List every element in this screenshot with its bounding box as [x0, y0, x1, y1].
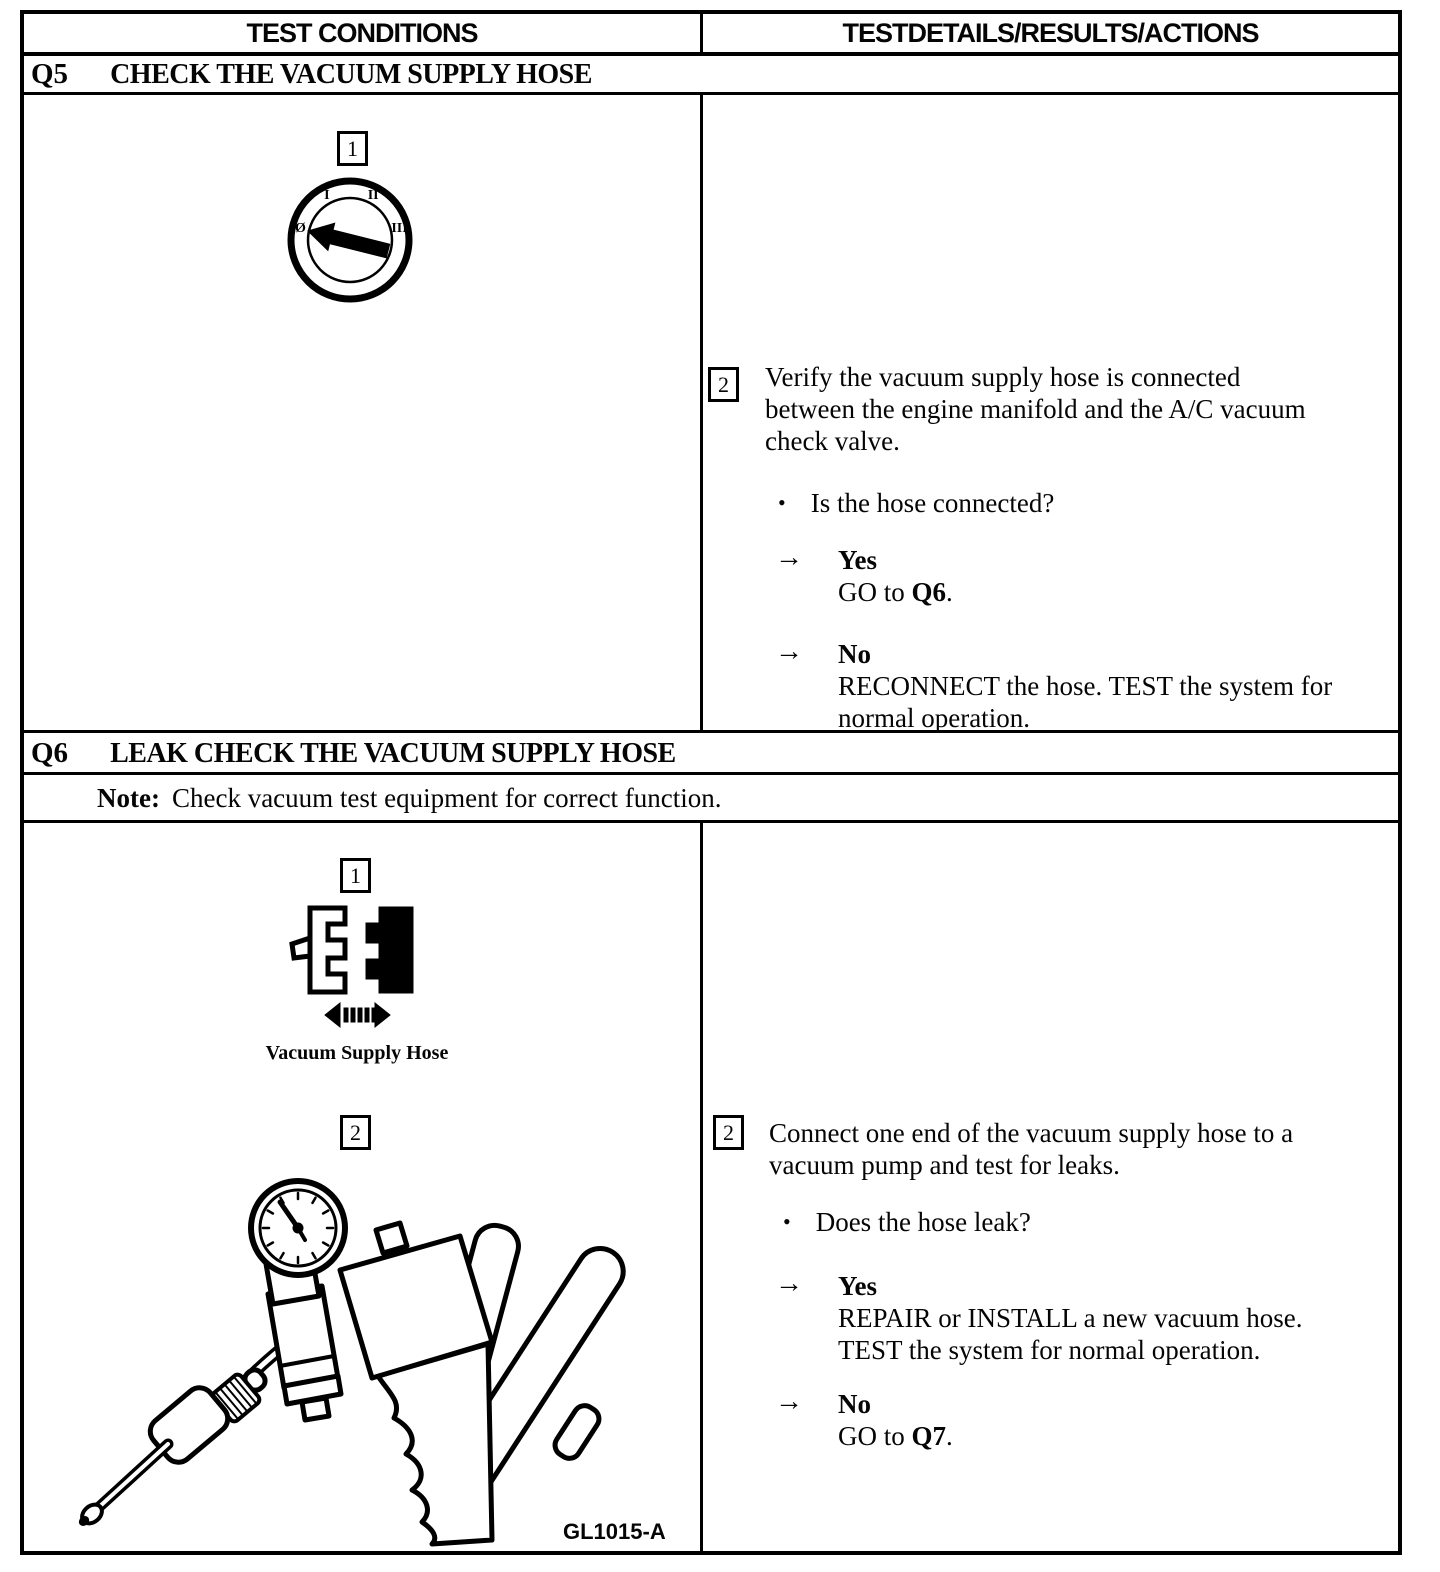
figure2-code: GL1015-A [563, 1519, 666, 1544]
q5-no-action-line2: normal operation. [838, 703, 1030, 733]
q5-step-badge: 2 [708, 367, 739, 402]
vacuum-hose-connector-figure [288, 900, 418, 1030]
q5-no-label: No [838, 639, 871, 669]
q6-body-row [24, 823, 1398, 1551]
q6-question-row [783, 1207, 1031, 1238]
q6-figure2-step-badge: 2 [340, 1115, 371, 1150]
table-header-row [24, 14, 1398, 56]
q5-answer-yes [775, 544, 953, 608]
right-arrow-icon: → [775, 542, 803, 573]
q6-yes-action-line1: REPAIR or INSTALL a new vacuum hose. [838, 1303, 1303, 1333]
header-test-details: TESTDETAILS/RESULTS/ACTIONS [842, 17, 1259, 48]
vacuum-pump-figure [40, 1148, 700, 1548]
ignition-pos-0: Ø [295, 221, 306, 236]
q6-yes-label: Yes [838, 1271, 877, 1301]
q6-title-row [24, 733, 1398, 775]
figure1-caption: Vacuum Supply Hose [265, 1042, 449, 1064]
note-label: Note: [97, 783, 160, 813]
bullet-icon: • [783, 1209, 791, 1234]
q6-step-badge: 2 [713, 1115, 744, 1150]
ignition-pos-3: III [391, 221, 408, 236]
bullet-icon: • [778, 490, 786, 515]
q5-title: CHECK THE VACUUM SUPPLY HOSE [110, 59, 592, 90]
q5-body-row [24, 95, 1398, 733]
q6-step-text: Connect one end of the vacuum supply hose to a vacuum pump and test for leaks. [769, 1118, 1294, 1180]
q6-figure1-step-badge: 1 [340, 858, 371, 893]
double-arrow-icon [325, 1003, 390, 1027]
q5-figure-step-badge: 1 [337, 131, 368, 166]
q6-note-row [24, 775, 1398, 823]
header-test-conditions: TEST CONDITIONS [24, 14, 703, 52]
q5-answer-no [775, 638, 1332, 734]
q5-question: Is the hose connected? [810, 488, 1055, 518]
q5-id: Q5 [31, 58, 69, 90]
right-arrow-icon: → [775, 1386, 803, 1417]
q5-details-cell [703, 95, 1398, 733]
q6-title: LEAK CHECK THE VACUUM SUPPLY HOSE [110, 738, 676, 769]
q5-question-row [778, 488, 1054, 519]
q5-step-text: Verify the vacuum supply hose is connected between the engine manifold and the A/C vacuum check valve. [765, 362, 1306, 456]
ignition-pos-2: II [367, 188, 379, 203]
ignition-pos-1: I [324, 188, 330, 203]
ignition-switch-figure [280, 170, 420, 310]
right-arrow-icon: → [775, 1268, 803, 1299]
q5-figure-cell [24, 95, 703, 730]
pinpoint-test-table [20, 10, 1402, 1555]
q6-question: Does the hose leak? [815, 1207, 1031, 1237]
q6-no-label: No [838, 1389, 871, 1419]
q5-yes-label: Yes [838, 545, 877, 575]
q6-answer-no [775, 1388, 953, 1452]
right-arrow-icon: → [775, 636, 803, 667]
q5-no-action-line1: RECONNECT the hose. TEST the system for [838, 671, 1333, 701]
q6-yes-action-line2: TEST the system for normal operation. [838, 1335, 1261, 1365]
q6-no-action: GO to Q7. [838, 1421, 953, 1451]
q6-id: Q6 [31, 737, 69, 769]
q5-title-row [24, 56, 1398, 95]
q5-yes-action: GO to Q6. [838, 577, 953, 607]
q6-details-cell [703, 823, 1398, 1551]
q6-figure-cell [24, 823, 703, 1551]
q6-answer-yes [775, 1270, 1303, 1366]
note-text: Check vacuum test equipment for correct function. [171, 783, 722, 813]
